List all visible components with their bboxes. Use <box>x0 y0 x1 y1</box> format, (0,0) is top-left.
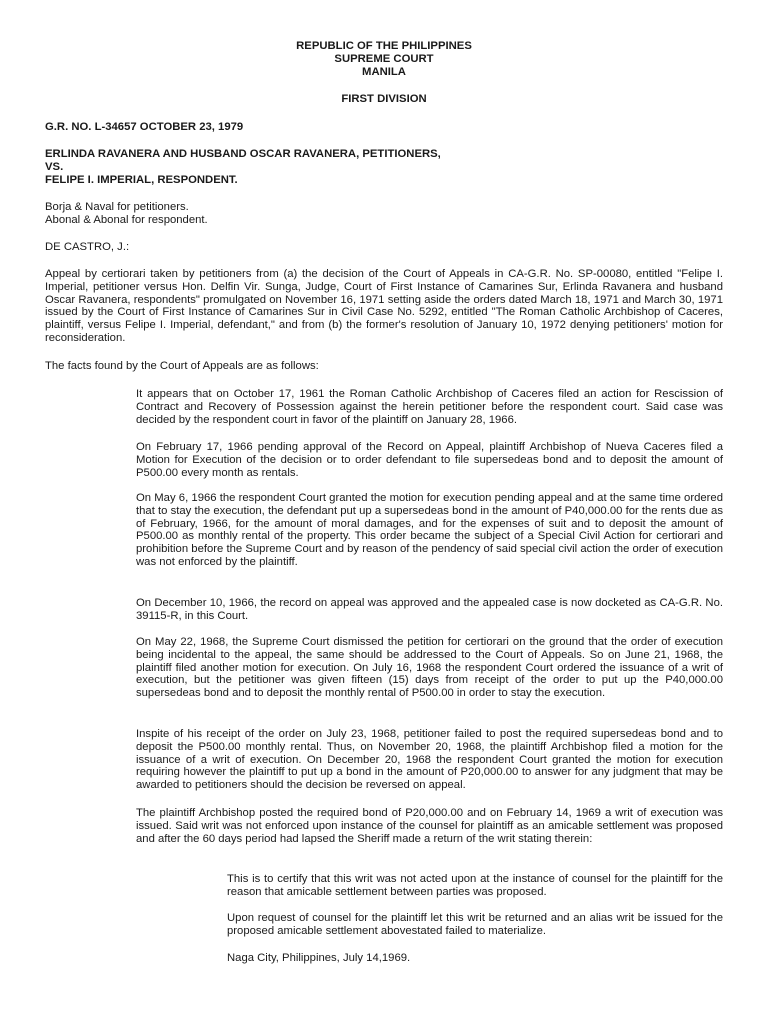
city-heading: MANILA <box>362 65 406 78</box>
versus-line: VS. <box>45 160 64 173</box>
petitioners-line: ERLINDA RAVANERA AND HUSBAND OSCAR RAVANERA, PETITIONERS, <box>45 148 441 160</box>
counsel-petitioners: Borja & Naval for petitioners. <box>45 201 189 213</box>
document-header <box>0 40 768 78</box>
quoted-paragraph-1: It appears that on October 17, 1961 the Roman Catholic Archbishop of Caceres filed an action for Rescission of Contract and Recovery of Possession against the herein petitioner before the respondent court. Said case was decided by the respondent court in favor of the plaintiff on January 28, 1966. <box>136 388 723 426</box>
respondent-line: FELIPE I. IMPERIAL, RESPONDENT. <box>45 173 238 186</box>
republic-heading: REPUBLIC OF THE PHILIPPINES <box>296 40 472 52</box>
intro-paragraph: Appeal by certiorari taken by petitioners from (a) the decision of the Court of Appeals in CA-G.R. No. SP-00080, entitled "Felipe I. Imperial, petitioner versus Hon. Delfin Vir. Sunga, Judge, Court of First Instance of Camarines Sur, Erlinda Ravanera and husband Oscar Ravanera, respondents" promulgated on November 16, 1971 setting aside the orders dated March 18, 1971 and March 30, 1971 issued by the Court of First Instance of Camarines Sur in Civil Case No. 5292, entitled "The Roman Catholic Archbishop of Caceres, plaintiff, versus Felipe I. Imperial, defendant," and from (b) the former's resolution of January 10, 1972 denying petitioners' motion for reconsideration. <box>45 268 723 344</box>
case-number: G.R. NO. L-34657 OCTOBER 23, 1979 <box>45 121 244 133</box>
ponente: DE CASTRO, J.: <box>45 241 130 253</box>
quoted-paragraph-3: On May 6, 1966 the respondent Court granted the motion for execution pending appeal and at the same time ordered that to stay the execution, the defendant put up a supersedeas bond in the amount of P40,000.00 for the rents due as of February, 1966, for the amount of moral damages, and for the expenses of suit and to deposit the amount of P500.00 as monthly rental of the property. This order became the subject of a Special Civil Action for certiorari and prohibition before the Supreme Court and by reason of the pendency of said special civil action the order of execution was not enforced by the plaintiff. <box>136 492 723 568</box>
quoted-paragraph-4: On December 10, 1966, the record on appeal was approved and the appealed case is now docketed as CA-G.R. No. 39115-R, in this Court. <box>136 597 723 622</box>
quoted-paragraph-7: The plaintiff Archbishop posted the required bond of P20,000.00 and on February 14, 1969 a writ of execution was issued. Said writ was not enforced upon instance of the counsel for plaintiff as an amicable settlement was proposed and after the 60 days period had lapsed the Sheriff made a return of the writ stating therein: <box>136 807 723 845</box>
division-heading: FIRST DIVISION <box>341 93 427 105</box>
quoted-paragraph-5: On May 22, 1968, the Supreme Court dismissed the petition for certiorari on the ground that the order of execution being incidental to the appeal, the same should be addressed to the Court of Appeals. So on June 21, 1968, the plaintiff filed another motion for execution. On July 16, 1968 the respondent Court ordered the issuance of a writ of execution, but the petitioner was given fifteen (15) days from receipt of the order to put up the P40,000.00 supersedeas bond and to deposit the monthly rental of P500.00 in order to stay the execution. <box>136 636 723 700</box>
court-heading: SUPREME COURT <box>334 52 434 65</box>
counsel-block <box>45 201 723 227</box>
sheriff-return-1: This is to certify that this writ was not acted upon at the instance of counsel for the plaintiff for the reason that amicable settlement between parties was proposed. <box>227 873 723 898</box>
facts-lead-paragraph: The facts found by the Court of Appeals are as follows: <box>45 360 319 372</box>
case-title <box>45 148 723 186</box>
sheriff-return-date: Naga City, Philippines, July 14,1969. <box>227 952 411 964</box>
sheriff-return-2: Upon request of counsel for the plaintiff let this writ be returned and an alias writ be issued for the proposed amicable settlement abovestated failed to materialize. <box>227 912 723 937</box>
counsel-respondent: Abonal & Abonal for respondent. <box>45 213 208 226</box>
quoted-paragraph-6: Inspite of his receipt of the order on July 23, 1968, petitioner failed to post the required supersedeas bond and to deposit the P500.00 monthly rental. Thus, on November 20, 1968, the plaintiff Archbishop filed a motion for the issuance of a writ of execution. On December 20, 1968 the respondent Court granted the motion for execution requiring however the plaintiff to put up a bond in the amount of P20,000.00 to answer for any judgment that may be awarded to petitioners should the decision be reversed on appeal. <box>136 728 723 792</box>
quoted-paragraph-2: On February 17, 1966 pending approval of the Record on Appeal, plaintiff Archbishop of Nueva Caceres filed a Motion for Execution of the decision or to order defendant to file supersedeas bond and to deposit the amount of P500.00 every month as rentals. <box>136 441 723 479</box>
